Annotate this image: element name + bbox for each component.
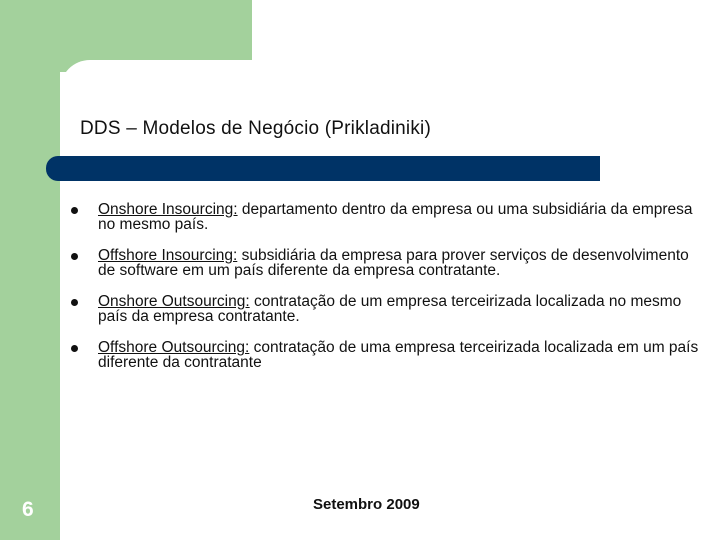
bullet-dot-icon [71,345,78,352]
bullet-text: subsidiária da empresa para prover serviços de desenvolvimento de software em um país diferente da empresa contratante. [98,247,689,279]
footer-date: Setembro 2009 [313,496,420,513]
bullet-text: departamento dentro da empresa ou uma subsidiária da empresa no mesmo país. [98,201,693,233]
bullet-item-onshore-insourcing [70,203,700,232]
slide-title: DDS – Modelos de Negócio (Prikladiniki) [80,118,431,139]
page-number: 6 [22,498,34,521]
bullet-term: Onshore Insourcing: [98,201,238,218]
bullet-dot-icon [71,207,78,214]
bullet-term: Offshore Insourcing: [98,247,238,264]
green-left-band [0,0,60,540]
bullet-term: Offshore Outsourcing: [98,339,250,356]
bullet-list [70,203,700,387]
title-underline-bar [46,156,600,181]
bullet-item-onshore-outsourcing [70,295,700,324]
bullet-item-offshore-insourcing [70,249,700,278]
bullet-text: contratação de um empresa terceirizada localizada no mesmo país da empresa contratante. [98,293,682,325]
bullet-dot-icon [71,299,78,306]
bullet-term: Onshore Outsourcing: [98,293,250,310]
bullet-text: contratação de uma empresa terceirizada localizada em um país diferente da contratante [98,339,699,371]
bullet-dot-icon [71,253,78,260]
bullet-item-offshore-outsourcing [70,341,700,370]
